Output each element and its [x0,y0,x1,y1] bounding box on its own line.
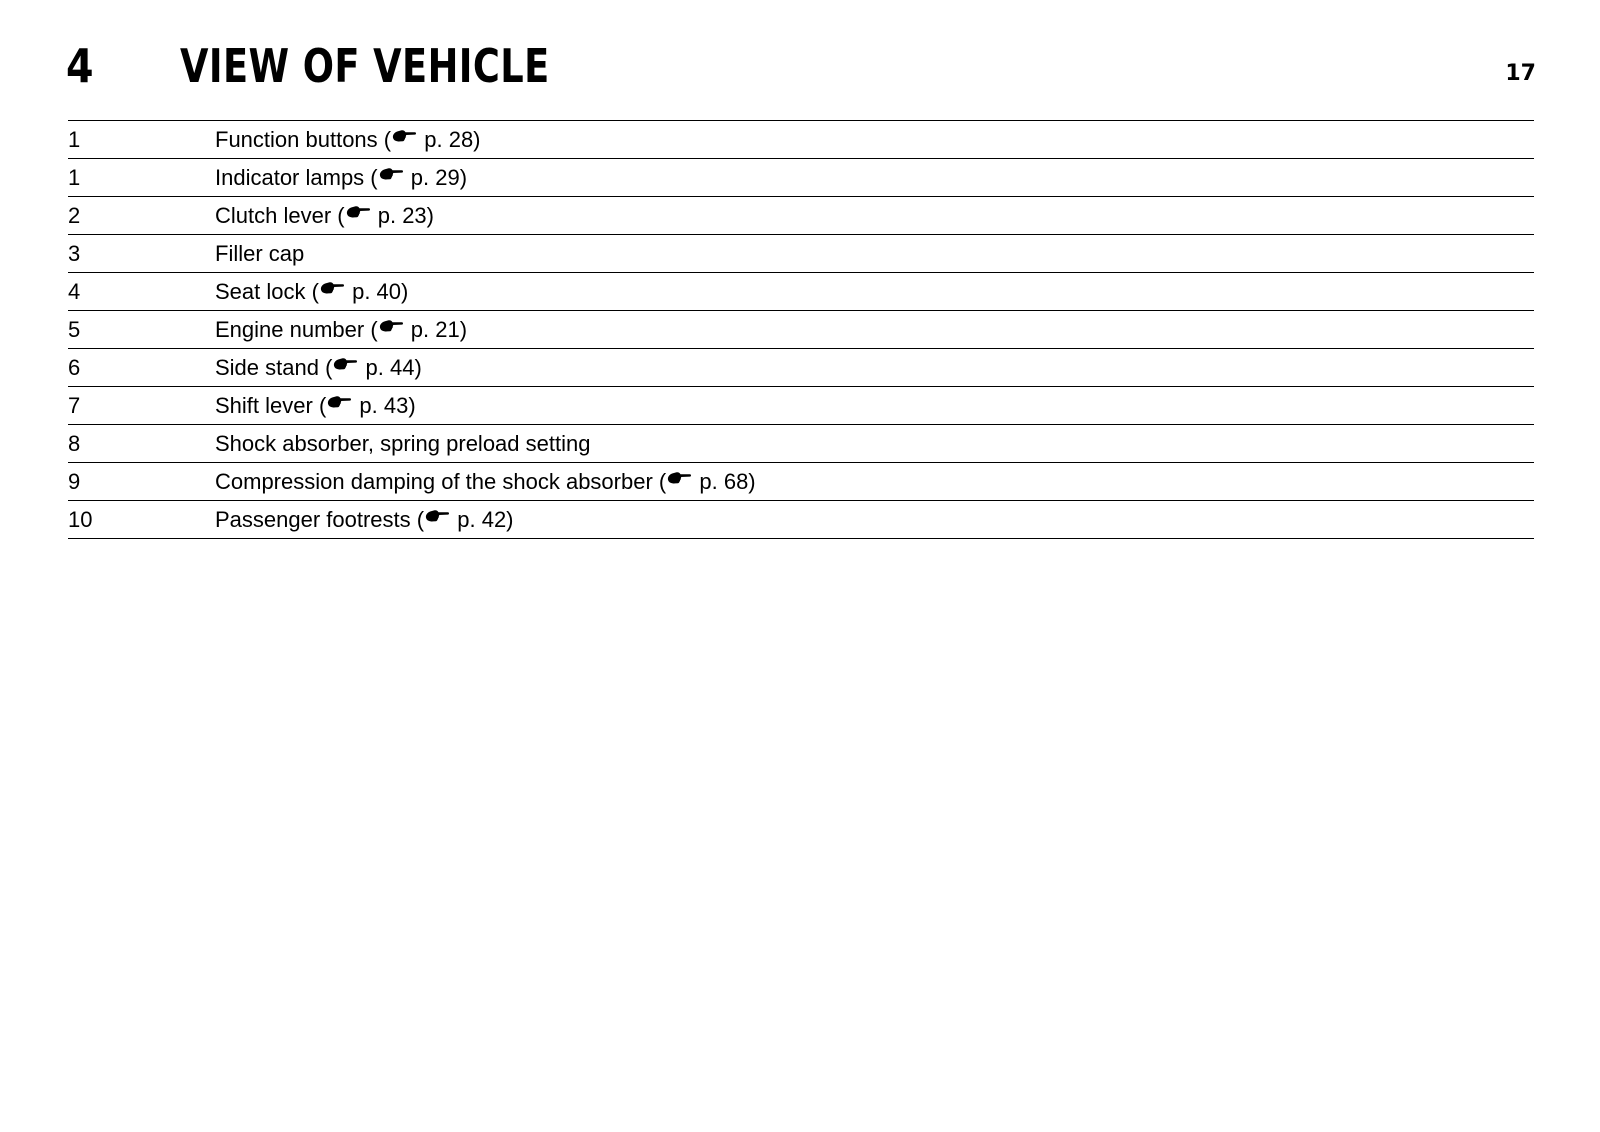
page-reference[interactable]: ( p. 44) [318,355,422,380]
item-label: Indicator lamps [215,165,365,190]
item-number: 9 [68,469,81,494]
item-description [215,349,422,386]
item-number: 4 [68,279,81,304]
pointing-hand-icon [379,319,403,333]
item-label: Clutch lever [215,203,332,228]
item-number: 7 [68,393,81,418]
page-reference-text: p. 23) [377,203,434,228]
item-label: Seat lock [215,279,306,304]
page-number: 17 [1505,61,1536,86]
table-row [68,501,1534,539]
page-reference-text: p. 40) [352,279,409,304]
page-reference-text: p. 28) [424,127,481,152]
item-number: 10 [68,507,93,532]
page-reference[interactable]: ( p. 28) [377,127,481,152]
page-reference[interactable]: ( p. 29) [364,165,468,190]
item-label: Shock absorber, spring preload setting [215,431,591,456]
item-label: Compression damping of the shock absorber [215,469,653,494]
chapter-number: 4 [66,39,94,93]
item-number: 1 [68,165,81,190]
item-description [215,463,756,500]
page-reference[interactable]: ( p. 23) [331,203,434,228]
page-reference-text: p. 68) [699,469,756,494]
pointing-hand-icon [333,357,357,371]
item-number: 1 [68,127,81,152]
item-label: Side stand [215,355,319,380]
item-description [215,311,467,348]
item-description [215,235,304,272]
item-number: 6 [68,355,81,380]
table-row [68,121,1534,159]
page-reference-text: p. 44) [365,355,422,380]
pointing-hand-icon [346,205,370,219]
item-label: Filler cap [215,241,305,266]
table-row [68,159,1534,197]
table-row [68,311,1534,349]
item-description [215,121,481,158]
item-description [215,501,514,538]
item-label: Shift lever [215,393,313,418]
table-row [68,235,1534,273]
item-description [215,273,408,310]
pointing-hand-icon [425,509,449,523]
pointing-hand-icon [379,167,403,181]
pointing-hand-icon [392,129,416,143]
item-number: 8 [68,431,81,456]
item-description [215,425,590,462]
table-row [68,425,1534,463]
item-number: 5 [68,317,81,342]
item-description [215,159,467,196]
page-reference[interactable]: ( p. 68) [652,469,756,494]
item-label: Passenger footrests [215,507,411,532]
page-reference-text: p. 43) [359,393,416,418]
legend-table [68,120,1534,539]
pointing-hand-icon [327,395,351,409]
table-row [68,197,1534,235]
page-reference-text: p. 42) [457,507,514,532]
page-reference[interactable]: ( p. 43) [312,393,416,418]
page-reference[interactable]: ( p. 21) [364,317,468,342]
page-reference[interactable]: ( p. 42) [410,507,514,532]
page-reference-text: p. 21) [410,317,468,342]
table-row [68,463,1534,501]
item-description [215,197,434,234]
page-reference-text: p. 29) [410,165,468,190]
table-row [68,349,1534,387]
pointing-hand-icon [320,281,344,295]
item-description [215,387,416,424]
table-row [68,273,1534,311]
item-label: Function buttons [215,127,378,152]
item-number: 3 [68,241,81,266]
page-reference[interactable]: ( p. 40) [305,279,409,304]
chapter-title: VIEW OF VEHICLE [180,39,550,93]
table-row [68,387,1534,425]
item-label: Engine number [215,317,365,342]
item-number: 2 [68,203,81,228]
pointing-hand-icon [667,471,691,485]
